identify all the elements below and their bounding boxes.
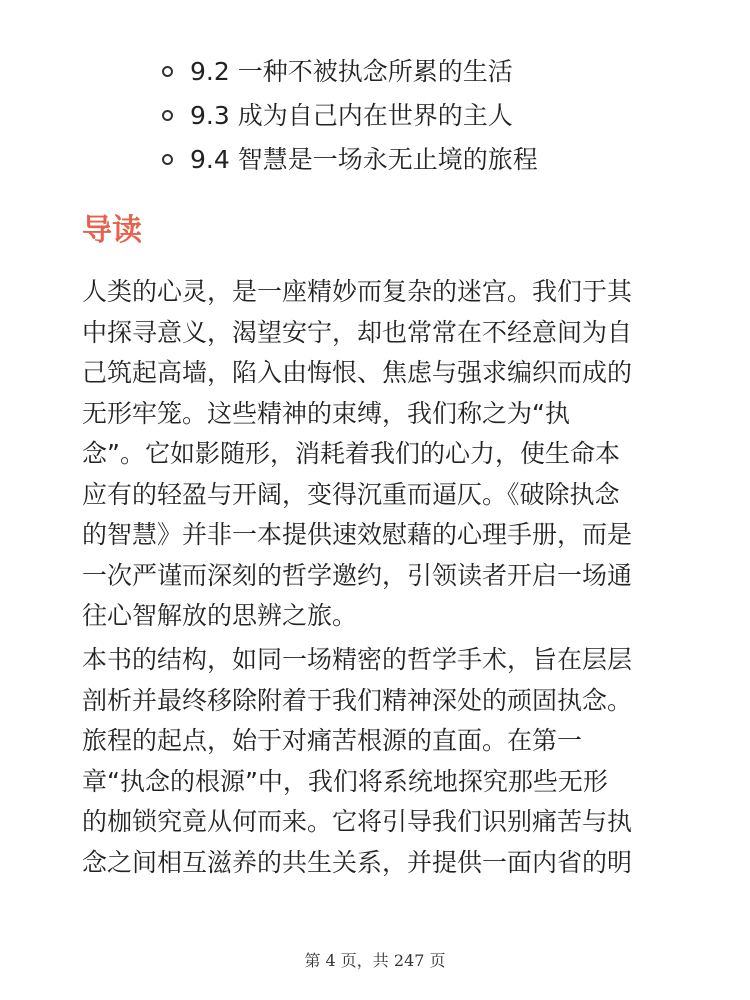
text-line: 应有的轻盈与开阔，变得沉重而逼仄。《破除执念 (82, 479, 620, 509)
text-line: 的枷锁究竟从何而来。它将引导我们识别痛苦与执 (82, 807, 633, 836)
text-line: 一次严谨而深刻的哲学邀约，引领读者开启一场通 (82, 560, 633, 590)
text-line: 章“执念的根源”中，我们将系统地探究那些无形 (82, 766, 608, 796)
toc-item[interactable] (160, 138, 538, 182)
hollow-circle-bullet-icon (162, 154, 173, 165)
toc-item[interactable] (160, 50, 538, 94)
page-indicator: 第 4 页，共 247 页 (304, 951, 446, 970)
toc-item[interactable] (160, 94, 538, 138)
text-line: 念之间相互滋养的共生关系，并提供一面内省的明 (82, 847, 633, 877)
text-line: 念”。它如影随形，消耗着我们的心力，使生命本 (82, 439, 620, 468)
paragraph-structure (82, 640, 672, 883)
toc-item-label: 9.4 智慧是一场永无止境的旅程 (190, 145, 538, 174)
hollow-circle-bullet-icon (162, 66, 173, 77)
text-line: 中探寻意义，渴望安宁，却也常常在不经意间为自 (82, 317, 633, 347)
hollow-circle-bullet-icon (162, 110, 173, 121)
toc-item-label: 9.3 成为自己内在世界的主人 (190, 101, 513, 130)
text-line: 本书的结构，如同一场精密的哲学手术，旨在层层 (82, 645, 633, 674)
paragraph-intro (82, 272, 672, 637)
text-line: 己筑起高墙，陷入由悔恨、焦虑与强求编织而成的 (82, 358, 633, 387)
text-line: 旅程的起点，始于对痛苦根源的直面。在第一 (82, 726, 583, 755)
text-line: 无形牢笼。这些精神的束缚，我们称之为“执 (82, 398, 570, 428)
text-line: 剖析并最终移除附着于我们精神深处的顽固执念。 (82, 685, 633, 715)
text-line: 往心智解放的思辨之旅。 (82, 601, 358, 630)
text-line: 的智慧》并非一本提供速效慰藉的心理手册，而是 (82, 520, 633, 549)
toc-item-label: 9.2 一种不被执念所累的生活 (190, 57, 513, 86)
text-line: 人类的心灵，是一座精妙而复杂的迷宫。我们于其 (82, 277, 633, 306)
toc-list (160, 50, 538, 182)
section-heading: 导读 (82, 213, 142, 248)
